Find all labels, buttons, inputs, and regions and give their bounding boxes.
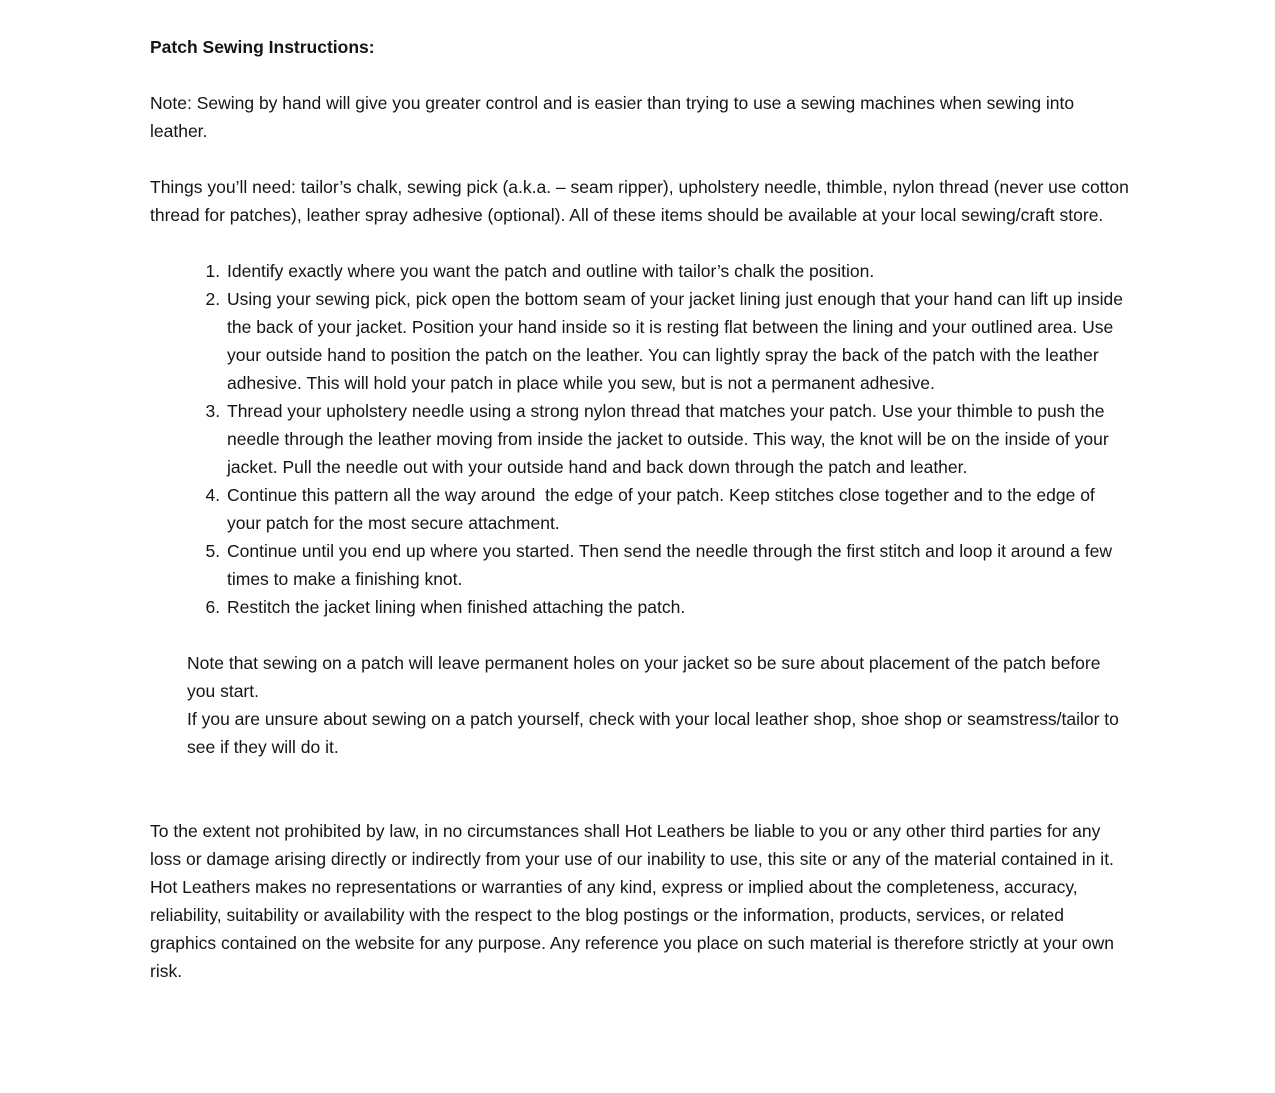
step-item-1: 1. Identify exactly where you want the patch and outline with tailor’s chalk the position. [225, 257, 1130, 285]
step-item-3: 3. Thread your upholstery needle using a strong nylon thread that matches your patch. Use your thimble to push the needle through the leather moving from inside the jacket to outside. This way, the knot will be on the inside of your jacket. Pull the needle out with your outside hand and back down through the patch and leather. [225, 397, 1130, 481]
note-paragraph-unsure: If you are unsure about sewing on a patch yourself, check with your local leather shop, shoe shop or seamstress/tailor to see if they will do it. [187, 709, 1124, 757]
document-title: Patch Sewing Instructions: [150, 37, 375, 57]
step-item-4: 4. Continue this pattern all the way around the edge of your patch. Keep stitches close together and to the edge of your patch for the most secure attachment. [225, 481, 1130, 537]
step-item-5: 5. Continue until you end up where you started. Then send the needle through the first stitch and loop it around a few times to make a finishing knot. [225, 537, 1130, 593]
disclaimer-paragraph: To the extent not prohibited by law, in no circumstances shall Hot Leathers be liable to you or any other third parties for any loss or damage arising directly or indirectly from your use of our inability to use, this site or any of the material contained in it. Hot Leathers makes no representations or warranties of any kind, express or implied about the completeness, accuracy, reliability, suitability or availability with the respect to the blog postings or the information, products, services, or related graphics contained on the website for any purpose. Any reference you place on such material is therefore strictly at your own risk. [150, 821, 1119, 981]
paragraph-things-you-need: Things you’ll need: tailor’s chalk, sewing pick (a.k.a. – seam ripper), upholstery needle, thimble, nylon thread (never use cotton thread for patches), leather spray adhesive (optional). All of these items should be available at your local sewing/craft store. [150, 177, 1134, 225]
note-paragraph-permanent-holes: Note that sewing on a patch will leave permanent holes on your jacket so be sure about placement of the patch before you start. [187, 653, 1106, 701]
paragraph-hand-sewing-note: Note: Sewing by hand will give you greater control and is easier than trying to use a sewing machines when sewing into leather. [150, 93, 1079, 141]
instruction-steps-list [150, 257, 1130, 621]
notes-block [187, 649, 1130, 761]
document-page [150, 33, 1134, 985]
step-item-6: 6. Restitch the jacket lining when finished attaching the patch. [225, 593, 1130, 621]
step-item-2: 2. Using your sewing pick, pick open the bottom seam of your jacket lining just enough that your hand can lift up inside the back of your jacket. Position your hand inside so it is resting flat between the lining and your outlined area. Use your outside hand to position the patch on the leather. You can lightly spray the back of the patch with the leather adhesive. This will hold your patch in place while you sew, but is not a permanent adhesive. [225, 285, 1130, 397]
